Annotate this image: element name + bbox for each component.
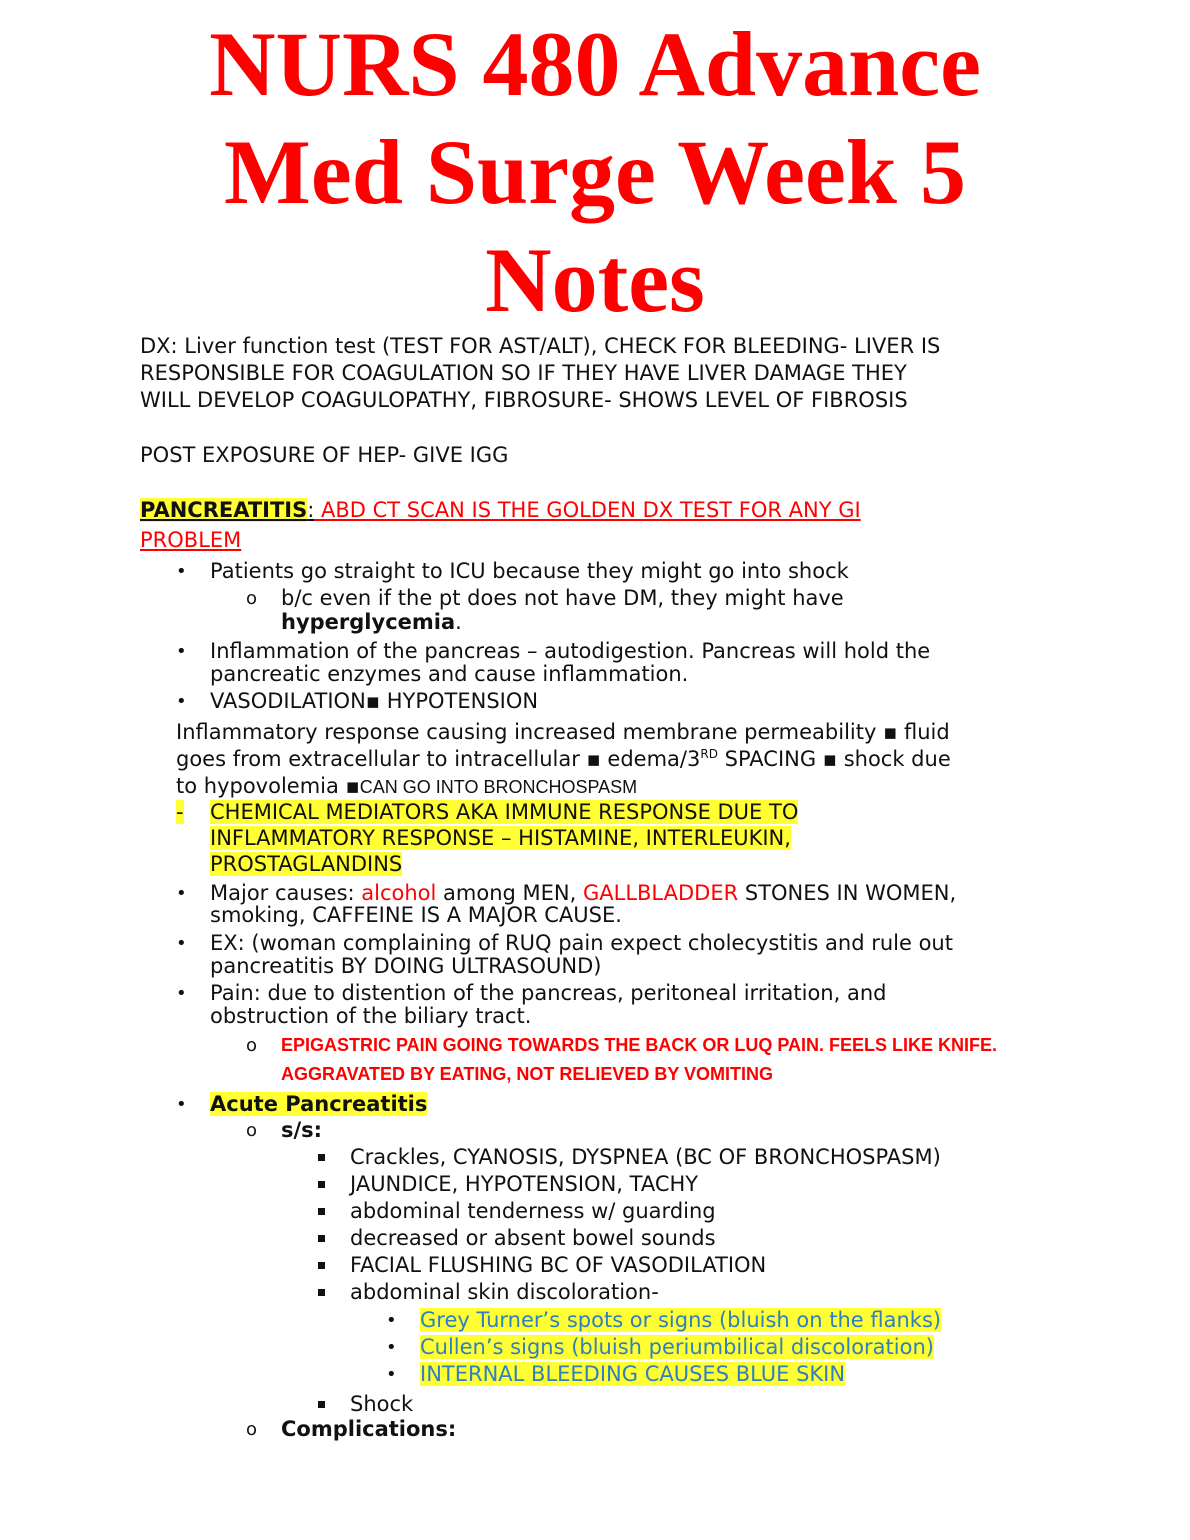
ct-scan-note: ABD CT SCAN IS THE GOLDEN DX TEST FOR ANY GI [314,498,861,522]
title-line-2: Med Surge Week 5 [224,121,966,223]
response-text: goes from extracellular to intracellular ▪ edema/3 [176,747,701,771]
circle-marker: o [246,1120,258,1141]
vasodilation-text: VASODILATION [210,689,366,713]
causes-line-1 [210,881,956,905]
cullen-text: Cullen’s signs (bluish periumbilical discoloration) [420,1335,934,1359]
hypovolemia-text: to hypovolemia ▪ [176,774,360,798]
inflammation-line-2: pancreatic enzymes and cause inflammation. [210,662,689,686]
response-line-2 [176,747,951,771]
bullet-marker: • [176,1094,187,1115]
square-bullet-icon [318,1401,325,1408]
discoloration-item [420,1308,941,1332]
pancreatitis-heading-line [140,498,861,522]
title-line-1: NURS 480 Advance [209,13,981,115]
chemical-line-3 [210,852,402,876]
bullet-marker: • [176,983,187,1004]
pain-line-1: Pain: due to distention of the pancreas, peritoneal irritation, and [210,981,887,1005]
bullet-marker: • [386,1337,397,1358]
ss-item: abdominal tenderness w/ guarding [350,1199,716,1223]
dx-line-3: WILL DEVELOP COAGULOPATHY, FIBROSURE- SHOWS LEVEL OF FIBROSIS [140,388,908,412]
pain-sub-line-1: EPIGASTRIC PAIN GOING TOWARDS THE BACK OR LUQ PAIN. FEELS LIKE KNIFE. [281,1035,998,1055]
ss-item: Crackles, CYANOSIS, DYSPNEA (BC OF BRONCHOSPASM) [350,1145,941,1169]
document-title [0,10,1190,334]
ss-label: s/s: [281,1118,323,1142]
response-text-end: SPACING ▪ shock due [717,747,951,771]
alcohol-text: alcohol [361,881,437,905]
ss-item: abdominal skin discoloration- [350,1280,659,1304]
square-bullet-icon [318,1181,325,1188]
circle-marker: o [246,1035,258,1056]
pancreatitis-heading: PANCREATITIS [140,498,308,522]
pain-sub-line-2: AGGRAVATED BY EATING, NOT RELIEVED BY VOMITING [281,1064,774,1084]
ct-scan-note-cont: PROBLEM [140,528,242,552]
square-bullet-icon [318,1154,325,1161]
chemical-line-1 [210,800,798,824]
square-bullet-icon [318,1208,325,1215]
gallbladder-text: GALLBLADDER [582,881,739,905]
bronchospasm-text: CAN GO INTO BRONCHOSPASM [359,777,638,797]
chemical-text-1: CHEMICAL MEDIATORS AKA IMMUNE RESPONSE DUE TO [210,800,799,824]
discoloration-item [420,1362,845,1386]
inflammation-line-1: Inflammation of the pancreas – autodigestion. Pancreas will hold the [210,639,931,663]
bullet-marker: • [386,1364,397,1385]
causes-line-2: smoking, CAFFEINE IS A MAJOR CAUSE. [210,903,622,927]
discoloration-item [420,1335,934,1359]
acute-heading-line [210,1092,427,1116]
bullet-marker: • [176,933,187,954]
square-bullet-icon [318,1289,325,1296]
pain-line-2: obstruction of the biliary tract. [210,1004,532,1028]
period: . [455,610,462,634]
hyperglycemia-term: hyperglycemia [281,610,456,634]
dash-marker: - [176,800,184,824]
icu-sub-line-1: b/c even if the pt does not have DM, they might have [281,586,844,610]
arrow-icon: ▪ [365,689,381,713]
title-line-3: Notes [485,229,705,331]
causes-women: STONES IN WOMEN, [738,881,957,905]
response-line-1: Inflammatory response causing increased membrane permeability ▪ fluid [176,720,950,744]
icu-bullet: Patients go straight to ICU because they might go into shock [210,559,849,583]
ss-item: decreased or absent bowel sounds [350,1226,716,1250]
icu-sub-line-2 [281,610,462,634]
ss-item: JAUNDICE, HYPOTENSION, TACHY [350,1172,699,1196]
bullet-marker: • [176,691,187,712]
response-line-3 [176,774,637,799]
circle-marker: o [246,1419,258,1440]
ex-line-1: EX: (woman complaining of RUQ pain expect cholecystitis and rule out [210,931,953,955]
ex-line-2: pancreatitis BY DOING ULTRASOUND) [210,954,602,978]
post-exposure-line: POST EXPOSURE OF HEP- GIVE IGG [140,443,509,467]
circle-marker: o [246,588,258,609]
shock-item: Shock [350,1392,414,1416]
bullet-marker: • [176,641,187,662]
acute-pancreatitis-heading: Acute Pancreatitis [210,1092,428,1116]
internal-bleeding-text: INTERNAL BLEEDING CAUSES BLUE SKIN [420,1362,846,1386]
causes-label: Major causes: [210,881,362,905]
square-bullet-icon [318,1235,325,1242]
bullet-marker: • [176,561,187,582]
square-bullet-icon [318,1262,325,1269]
hypotension-text: HYPOTENSION [380,689,539,713]
bullet-marker: • [386,1310,397,1331]
causes-men: among MEN, [436,881,583,905]
dx-line-1: DX: Liver function test (TEST FOR AST/ALT), CHECK FOR BLEEDING- LIVER IS [140,334,941,358]
chemical-text-3: PROSTAGLANDINS [210,852,403,876]
grey-turner-text: Grey Turner’s spots or signs (bluish on the flanks) [420,1308,942,1332]
ss-item: FACIAL FLUSHING BC OF VASODILATION [350,1253,767,1277]
bullet-marker: • [176,883,187,904]
heading-colon: : [307,498,315,522]
vasodilation-bullet [210,689,538,713]
chemical-text-2: INFLAMMATORY RESPONSE – HISTAMINE, INTERLEUKIN, [210,826,791,850]
dx-line-2: RESPONSIBLE FOR COAGULATION SO IF THEY HAVE LIVER DAMAGE THEY [140,361,907,385]
chemical-line-2 [210,826,791,850]
complications-label: Complications: [281,1417,457,1441]
superscript-rd: RD [700,747,718,761]
